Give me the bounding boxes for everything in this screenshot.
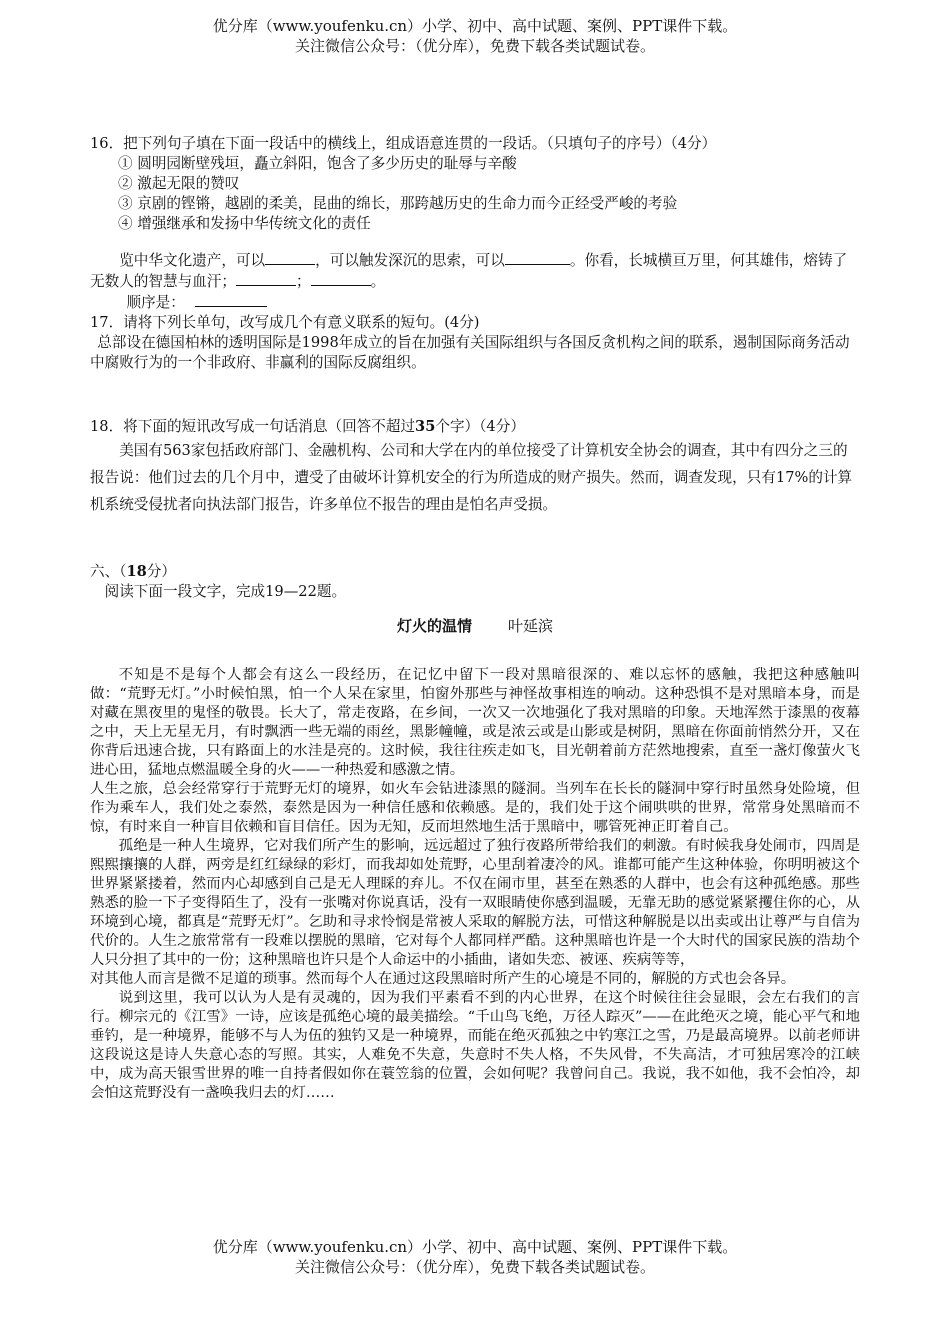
page-header [0,16,950,56]
q17-text: 总部设在德国柏林的透明国际是1998年成立的旨在加强有关国际组织与各国反贪机构之间的联系，遏制国际商务活动中腐败行为的一个非政府、非赢利的国际反腐组织。 [90,334,850,371]
q18-text: 美国有563家包括政府部门、金融机构、公司和大学在内的单位接受了计算机安全协会的调查，其中有四分之三的报告说：他们过去的几个月中，遭受了由破坏计算机安全的行为所造成的财产损失。然而，调查发现，只有17%的计算机系统受侵扰者向执法部门报告，许多单位不报告的理由是怕名声受损。 [90,442,853,513]
footer-line-1: 优分库（www.youfenku.cn）小学、初中、高中试题、案例、PPT课件下载。 [212,1238,738,1256]
q18-stem: 18．将下面的短讯改写成一句话消息（回答不超过35个字）（4分） [90,418,525,435]
essay-paragraph: 不知是不是每个人都会有这么一段经历，在记忆中留下一段对黑暗很深的、难以忘怀的感触，我把这种感触叫做：“荒野无灯。”小时候怕黑，怕一个人呆在家里，怕窗外那些与神怪故事相连的响动。这种恐惧不是对黑暗本身，而是对藏在黑夜里的鬼怪的敬畏。长大了，常走夜路，在乡间，一次又一次地强化了我对黑暗的印象。天地浑然于漆黑的夜幕之中，天上无星无月，有时飘洒一些无端的雨丝，黑影幢幢，或是浓云或是山影或是树阴，黑暗在你面前悄然分开，又在你背后迅速合拢，只有路面上的水洼是亮的。这时候，我往往疾走如飞，目光朝着前方茫然地搜索，直至一盏灯像萤火飞进心田，猛地点燃温暖全身的火——一种热爱和感激之情。 [90,667,860,778]
answer-blank-1[interactable] [265,250,315,265]
q16-option-4: ④ 增强继承和发扬中华传统文化的责任 [118,215,371,232]
section-6 [90,562,860,602]
answer-blank-3[interactable] [236,271,296,286]
section-6-label: 六、（18分） [90,563,176,580]
section-6-instruction: 阅读下面一段文字，完成19—22题。 [104,583,347,600]
essay-title: 灯火的温情 [396,617,472,635]
footer-line-2: 关注微信公众号：（优分库），免费下载各类试题试卷。 [294,1258,655,1276]
essay-paragraph: 说到这里，我可以认为人是有灵魂的，因为我们平素看不到的内心世界，在这个时候往往会显眼，会左右我们的言行。柳宗元的《江雪》一诗，应该是孤绝心境的最美描绘。“千山鸟飞绝，万径人踪灭”——在此绝灭之境，能心平气和地垂钓，是一种境界，能够不与人为伍的独钓又是一种境界，而能在绝灭孤独之中钓寒江之雪，乃是最高境界。以前老师讲这段说这是诗人失意心态的写照。其实，人难免不失意，失意时不失人格，不失风骨，不失高洁，才可独居寒冷的江峡中，成为高天银雪世界的唯一自持者假如你在蓑笠翁的位置，会如何呢？我曾问自己。我说，我不如他，我不会怕冷，却会怕这荒野没有一盏唤我归去的灯…… [90,990,860,1101]
question-17 [90,313,860,373]
header-line-2: 关注微信公众号：（优分库），免费下载各类试题试卷。 [294,37,655,55]
essay-body [90,666,860,1103]
essay-heading [90,616,860,636]
question-18 [90,417,860,518]
q16-passage: 览中华文化遗产，可以 ，可以触发深沉的思索，可以 。你看，长城横亘万里，何其雄伟，熔铸了无数人的智慧与血汗； ； 。 [90,252,848,290]
essay-paragraph: 人生之旅，总会经常穿行于荒野无灯的境界，如火车会钻进漆黑的隧洞。当列车在长长的隧洞中穿行时虽然身处险境，但作为乘车人，我们处之泰然，泰然是因为一种信任感和依赖感。是的，我们处于这个闹哄哄的世界，常常身处黑暗而不惊，有时来自一种盲目依赖和盲目信任。因为无知，反而坦然地生活于黑暗中，哪管死神正盯着自己。 [90,781,860,835]
q16-order: 顺序是： [90,292,860,313]
answer-blank-4[interactable] [311,271,371,286]
header-line-1: 优分库（www.youfenku.cn）小学、初中、高中试题、案例、PPT课件下载。 [212,17,738,35]
q17-stem: 17．请将下列长单句，改写成几个有意义联系的短句。(4分) [90,314,480,331]
order-answer-blank[interactable] [195,292,267,307]
essay-author: 叶延滨 [508,617,554,635]
q16-option-1: ① 圆明园断壁残垣，矗立斜阳，饱含了多少历史的耻辱与辛酸 [118,155,517,172]
q16-option-3: ③ 京剧的铿锵，越剧的柔美，昆曲的绵长，那跨越历史的生命力而今正经受严峻的考验 [118,195,678,212]
page-footer [0,1237,950,1277]
document-body [90,134,860,1103]
essay-paragraph: 孤绝是一种人生境界，它对我们所产生的影响，远远超过了独行夜路所带给我们的刺激。有时候我身处闹市，四周是熙熙攘攘的人群，两旁是红红绿绿的彩灯，而我却如处荒野，心里刮着凄冷的风。谁都可能产生这种体验，你明明被这个世界紧紧搂着，然而内心却感到自己是无人理睬的弃儿。不仅在闹市里，甚至在熟悉的人群中，也会有这种孤绝感。那些熟悉的脸一下子变得陌生了，没有一张嘴对你说真话，没有一双眼睛使你感到温暖，无靠无助的感觉紧紧攫住你的心，从环境到心境，都真是“荒野无灯”。乞助和寻求怜悯是常被人采取的解脱方法，可惜这种解脱是以出卖或出让尊严与自信为代价的。人生之旅常常有一段难以摆脱的黑暗，它对每个人都同样严酷。这种黑暗也许是一个大时代的国家民族的浩劫个人只分担了其中的一份；这种黑暗也许只是个人命运中的小插曲，诸如失恋、被诬、疾病等等， [90,838,860,968]
q16-option-2: ② 激起无限的赞叹 [118,175,240,192]
essay-paragraph: 对其他人而言是微不足道的琐事。然而每个人在通过这段黑暗时所产生的心境是不同的，解脱的方式也会各异。 [90,971,796,987]
q16-stem: 16．把下列句子填在下面一段话中的横线上，组成语意连贯的一段话。（只填句子的序号）（4分） [90,135,717,152]
question-16 [90,134,860,313]
answer-blank-2[interactable] [505,250,570,265]
